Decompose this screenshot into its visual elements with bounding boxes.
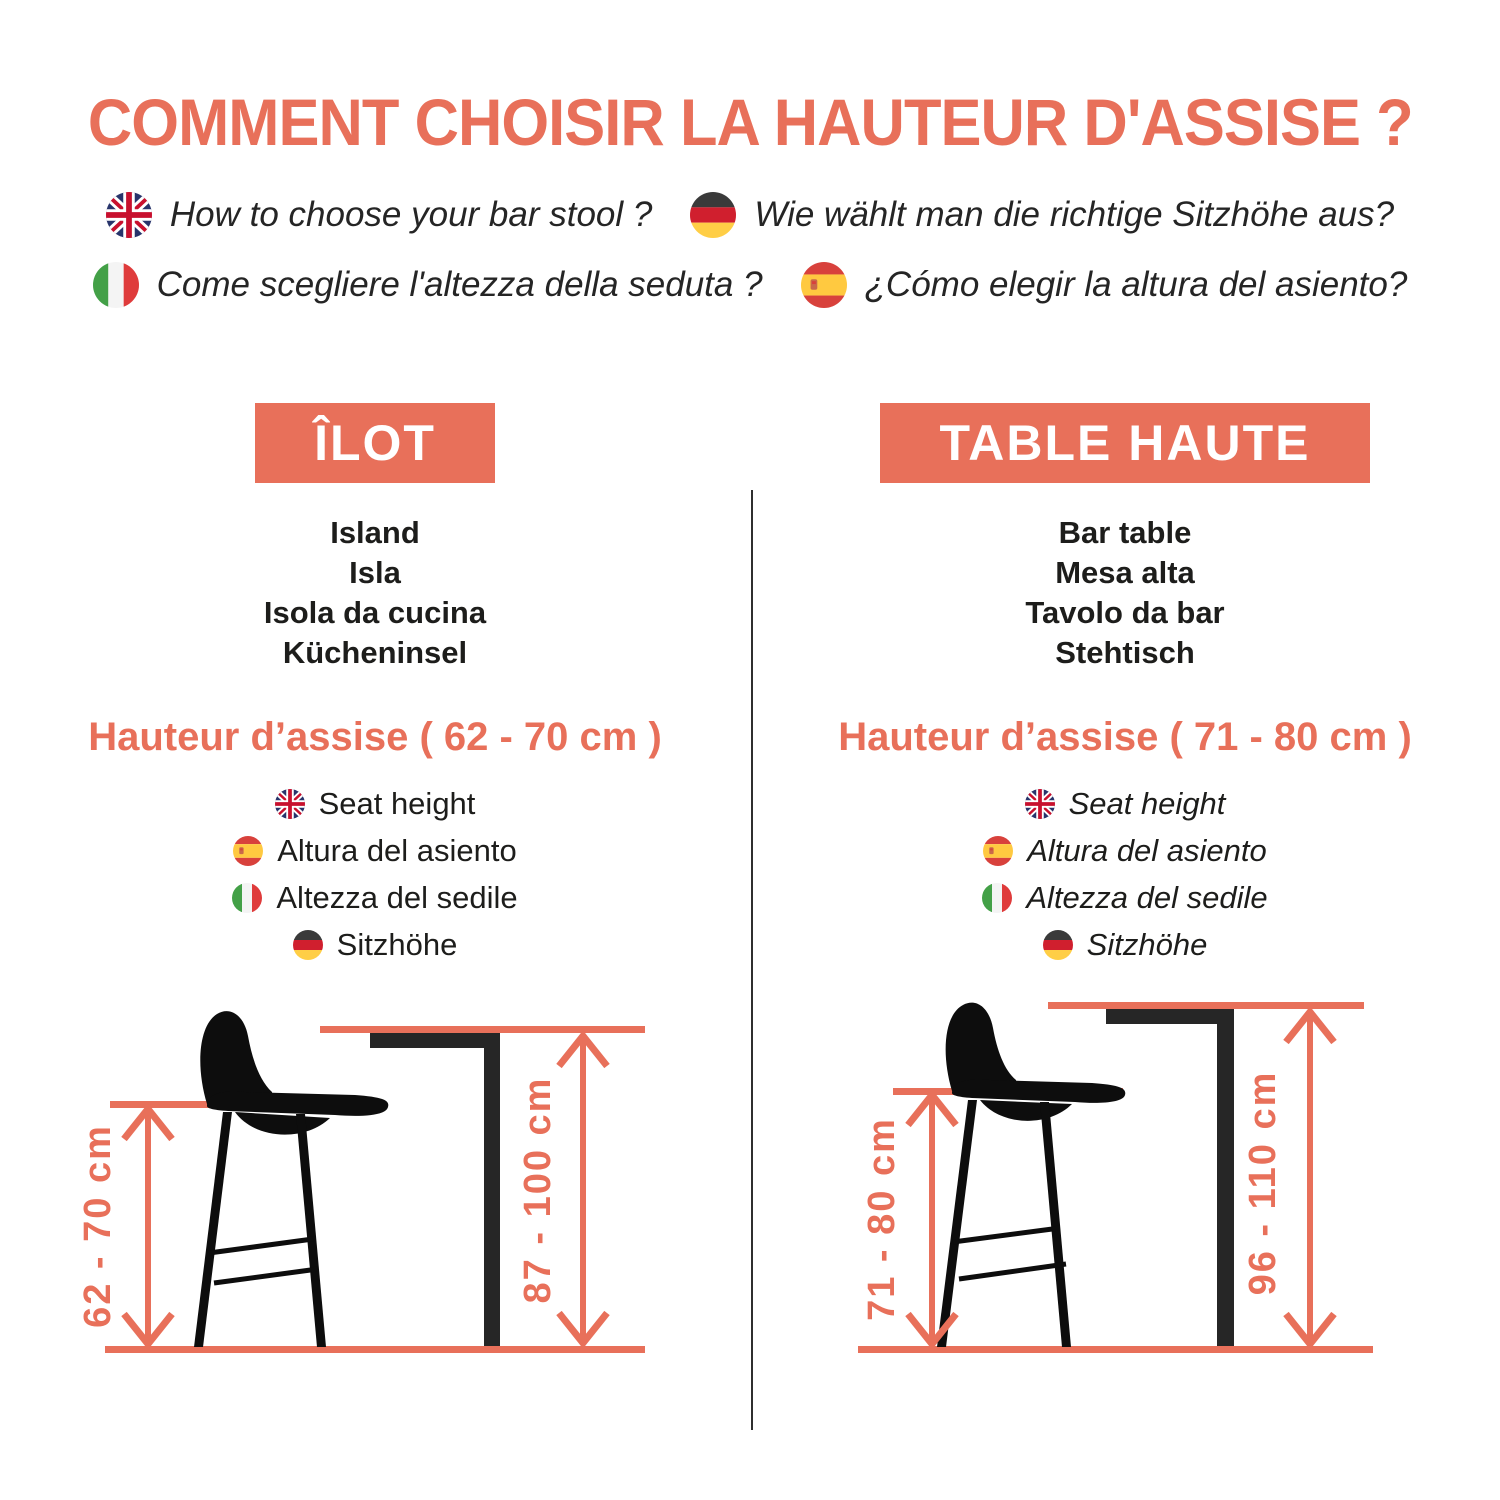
italy-flag-icon — [982, 883, 1012, 913]
page-title-text: COMMENT CHOISIR LA HAUTEUR D'ASSISE ? — [87, 85, 1413, 159]
ilot-label-es — [233, 833, 517, 869]
ilot-label-es-text: Altura del asiento — [277, 833, 517, 868]
germany-flag-icon — [690, 192, 736, 238]
ilot-translation-en: Island — [330, 515, 420, 550]
intro-question-it-text: Come scegliere l'altezza della seduta ? — [156, 265, 763, 304]
italy-flag-icon — [93, 262, 139, 308]
counter-height-arrow — [559, 1036, 607, 1343]
counter-height-range-label: 87 - 100 cm — [517, 1076, 559, 1304]
table-height-range-label: 96 - 110 cm — [1242, 1070, 1284, 1296]
intro-question-de — [690, 192, 1394, 238]
ilot-seat-height-labels — [0, 786, 750, 963]
intro-row-2 — [93, 262, 1408, 308]
table-haute-label-en — [1025, 786, 1226, 822]
seat-height-range-label: 71 - 80 cm — [861, 1117, 903, 1321]
table-haute-label-es — [983, 833, 1267, 869]
ilot-seat-height-title: Hauteur d’assise ( 62 - 70 cm ) — [88, 715, 662, 759]
germany-flag-icon — [1043, 930, 1073, 960]
table-haute-seat-height-title: Hauteur d’assise ( 71 - 80 cm ) — [838, 715, 1412, 759]
intro-questions — [0, 192, 1500, 308]
table-haute-label-it-text: Altezza del sedile — [1026, 880, 1268, 915]
column-ilot — [0, 403, 750, 963]
table-haute-label-es-text: Altura del asiento — [1027, 833, 1267, 868]
page-title — [0, 84, 1500, 160]
ilot-label-it — [232, 880, 517, 916]
ilot-label-de-text: Sitzhöhe — [336, 927, 458, 962]
intro-row-1 — [106, 192, 1394, 238]
bar-stool-silhouette — [937, 1003, 1125, 1347]
ilot-translation-de: Kücheninsel — [282, 635, 468, 670]
table-haute-diagram — [820, 990, 1460, 1410]
seat-height-range-label: 62 - 70 cm — [77, 1124, 119, 1328]
bar-table-top-line — [1048, 1002, 1364, 1009]
intro-question-it — [93, 262, 763, 308]
table-haute-label-de-text: Sitzhöhe — [1086, 927, 1208, 962]
spain-flag-icon — [233, 836, 263, 866]
ilot-label-it-text: Altezza del sedile — [276, 880, 518, 915]
united-kingdom-flag-icon — [275, 789, 305, 819]
intro-question-en-text: How to choose your bar stool ? — [169, 195, 653, 234]
intro-question-es — [801, 262, 1408, 308]
column-header-ilot-text: ÎLOT — [314, 415, 436, 471]
ilot-diagram — [60, 990, 700, 1410]
intro-question-de-text: Wie wählt man die richtige Sitzhöhe aus? — [754, 195, 1395, 234]
table-haute-seat-height-labels — [750, 786, 1500, 963]
island-counter-leg — [370, 1033, 500, 1346]
table-haute-translation-it: Tavolo da bar — [1025, 595, 1225, 630]
intro-question-en — [106, 192, 652, 238]
table-haute-translation-es: Mesa alta — [1055, 555, 1195, 590]
table-haute-label-de — [1043, 927, 1208, 963]
bar-stool-silhouette — [194, 1011, 388, 1347]
ilot-translation-es: Isla — [349, 555, 401, 590]
ilot-translations — [0, 513, 750, 673]
ilot-translation-it: Isola da cucina — [263, 595, 487, 630]
united-kingdom-flag-icon — [1025, 789, 1055, 819]
table-haute-label-en-text: Seat height — [1068, 786, 1226, 821]
island-counter-top-line — [320, 1026, 645, 1033]
column-header-table-haute-text: TABLE HAUTE — [939, 415, 1311, 471]
seat-height-arrow — [124, 1109, 172, 1344]
spain-flag-icon — [983, 836, 1013, 866]
united-kingdom-flag-icon — [106, 192, 152, 238]
table-haute-translation-de: Stehtisch — [1055, 635, 1195, 670]
germany-flag-icon — [293, 930, 323, 960]
table-haute-translation-en: Bar table — [1058, 515, 1192, 550]
column-table-haute — [750, 403, 1500, 963]
ilot-label-en-text: Seat height — [318, 786, 476, 821]
ilot-label-de — [293, 927, 458, 963]
ilot-label-en — [275, 786, 476, 822]
spain-flag-icon — [801, 262, 847, 308]
bar-table-leg — [1106, 1009, 1234, 1346]
table-haute-translations — [750, 513, 1500, 673]
italy-flag-icon — [232, 883, 262, 913]
column-header-table-haute — [880, 403, 1370, 483]
floor-line — [858, 1346, 1373, 1353]
floor-line — [105, 1346, 645, 1353]
intro-question-es-text: ¿Cómo elegir la altura del asiento? — [864, 265, 1408, 304]
column-header-ilot — [255, 403, 495, 483]
table-height-arrow — [1286, 1012, 1334, 1344]
table-haute-label-it — [982, 880, 1267, 916]
